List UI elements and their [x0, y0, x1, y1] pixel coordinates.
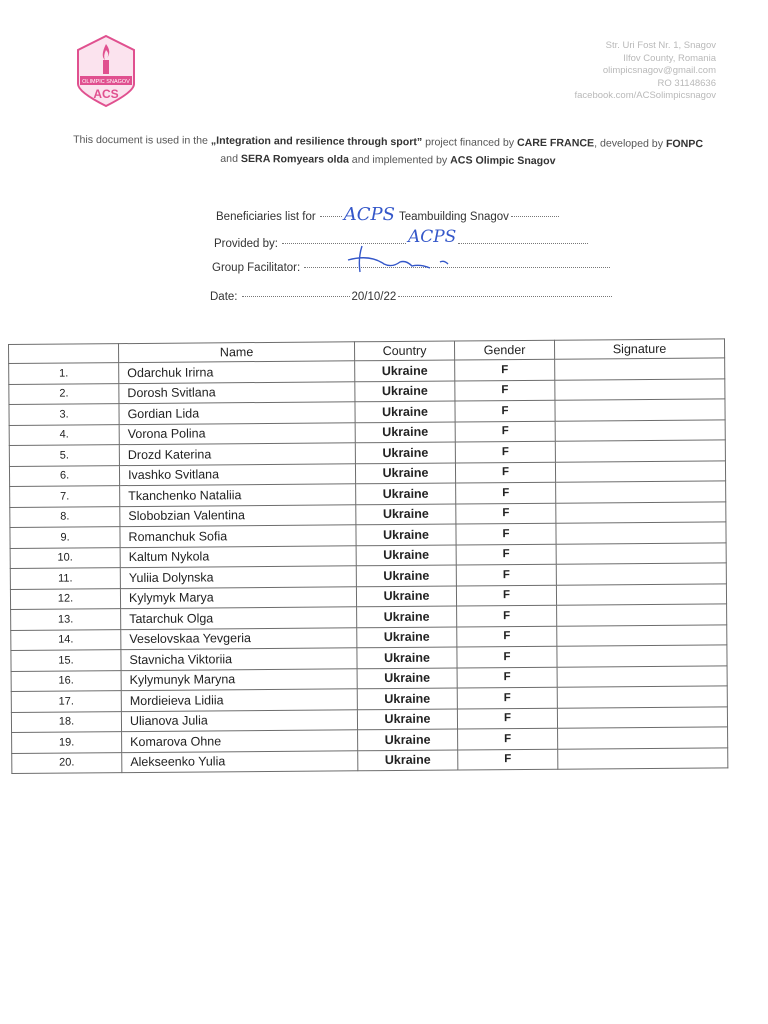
- row-gender: F: [458, 728, 558, 749]
- row-country: Ukraine: [355, 442, 455, 463]
- row-number: 9.: [10, 527, 120, 548]
- row-gender: F: [456, 523, 556, 544]
- row-signature: [556, 501, 726, 523]
- row-gender: F: [455, 359, 555, 380]
- row-country: Ukraine: [355, 462, 455, 483]
- intro-text: and implemented by: [348, 153, 451, 167]
- provided-by-label: Provided by:: [214, 238, 278, 250]
- row-gender: F: [455, 462, 555, 483]
- row-name: Romanchuk Sofia: [120, 525, 356, 547]
- row-signature: [556, 563, 726, 585]
- contact-line: Ilfov County, Romania: [623, 52, 716, 64]
- row-signature: [557, 706, 727, 728]
- row-name: Alekseenko Yulia: [122, 750, 358, 772]
- row-gender: F: [457, 708, 557, 729]
- project-name: „Integration and resilience through sport”: [210, 134, 423, 149]
- developer-name: FONPC: [665, 137, 704, 151]
- intro-text: project financed by: [422, 136, 518, 149]
- row-name: Komarova Ohne: [122, 730, 358, 752]
- row-signature: [556, 481, 726, 503]
- row-name: Tkanchenko Nataliia: [120, 484, 356, 506]
- row-gender: F: [457, 646, 557, 667]
- row-gender: F: [455, 400, 555, 421]
- logo-main-text: ACS: [93, 87, 119, 101]
- row-number: 6.: [9, 465, 119, 486]
- logo-top-text: OLIMPIC SNAGOV: [82, 79, 130, 85]
- acs-olimpic-snagov-logo: [74, 34, 138, 108]
- facilitator-signature: [340, 242, 460, 278]
- date-value: 20/10/22: [351, 291, 397, 303]
- contact-block: [516, 40, 716, 103]
- row-country: Ukraine: [356, 544, 456, 565]
- row-name: Dorosh Svitlana: [119, 381, 355, 403]
- torch-shield-icon: [74, 34, 138, 108]
- row-number: 18.: [11, 711, 121, 732]
- table-row: [12, 747, 728, 773]
- row-name: Gordian Lida: [119, 402, 355, 424]
- beneficiaries-field: [216, 204, 559, 225]
- row-gender: F: [457, 687, 557, 708]
- row-country: Ukraine: [357, 606, 457, 627]
- row-gender: F: [457, 667, 557, 688]
- row-gender: F: [458, 749, 558, 770]
- row-number: 14.: [11, 629, 121, 650]
- header-signature: Signature: [554, 339, 724, 359]
- row-gender: F: [456, 564, 556, 585]
- row-number: 16.: [11, 670, 121, 691]
- beneficiaries-table: [8, 338, 728, 774]
- row-signature: [557, 604, 727, 626]
- row-gender: F: [455, 441, 555, 462]
- row-signature: [555, 378, 725, 400]
- row-country: Ukraine: [355, 401, 455, 422]
- row-country: Ukraine: [356, 565, 456, 586]
- row-country: Ukraine: [357, 708, 457, 729]
- row-signature: [556, 542, 726, 564]
- row-gender: F: [456, 503, 556, 524]
- financer-name: CARE FRANCE: [516, 136, 595, 150]
- row-name: Mordieieva Lidiia: [121, 689, 357, 711]
- provided-by-handwritten: ACPS: [407, 227, 457, 247]
- row-signature: [556, 583, 726, 605]
- contact-line: facebook.com/ACSolimpicsnagov: [574, 90, 716, 101]
- row-number: 2.: [9, 383, 119, 404]
- row-country: Ukraine: [356, 483, 456, 504]
- contact-line: olimpicsnagov@gmail.com: [602, 65, 716, 76]
- row-number: 19.: [12, 732, 122, 753]
- header-name: Name: [119, 342, 355, 363]
- row-name: Ivashko Svitlana: [119, 463, 355, 485]
- row-number: 20.: [12, 752, 122, 773]
- row-name: Slobobzian Valentina: [120, 504, 356, 526]
- intro-text: , developed by: [594, 137, 667, 150]
- row-country: Ukraine: [357, 626, 457, 647]
- row-name: Odarchuk Irirna: [119, 361, 355, 383]
- date-field: [210, 291, 612, 303]
- row-number: 3.: [9, 404, 119, 425]
- row-name: Kaltum Nykola: [120, 545, 356, 567]
- row-signature: [557, 686, 727, 708]
- row-number: 10.: [10, 547, 120, 568]
- row-signature: [558, 747, 728, 769]
- row-country: Ukraine: [356, 585, 456, 606]
- header-number: [9, 344, 119, 364]
- row-country: Ukraine: [355, 421, 455, 442]
- row-name: Vorona Polina: [119, 422, 355, 444]
- row-signature: [555, 399, 725, 421]
- header-gender: Gender: [454, 340, 554, 360]
- row-country: Ukraine: [357, 667, 457, 688]
- row-country: Ukraine: [357, 688, 457, 709]
- row-number: 15.: [11, 650, 121, 671]
- row-gender: F: [455, 380, 555, 401]
- row-name: Drozd Katerina: [119, 443, 355, 465]
- row-name: Yuliia Dolynska: [120, 566, 356, 588]
- intro-text: and: [220, 152, 241, 165]
- beneficiaries-value: Teambuilding Snagov: [398, 211, 509, 223]
- row-name: Veselovskaa Yevgeria: [121, 627, 357, 649]
- beneficiaries-label: Beneficiaries list for: [216, 211, 316, 223]
- row-gender: F: [455, 421, 555, 442]
- row-name: Tatarchuk Olga: [121, 607, 357, 629]
- row-country: Ukraine: [358, 749, 458, 770]
- row-name: Ulianova Julia: [121, 709, 357, 731]
- row-gender: F: [456, 544, 556, 565]
- row-number: 7.: [10, 486, 120, 507]
- intro-paragraph: [70, 131, 706, 171]
- intro-text: This document is used in the: [73, 133, 211, 147]
- row-number: 11.: [10, 568, 120, 589]
- row-gender: F: [456, 585, 556, 606]
- row-signature: [555, 419, 725, 441]
- row-name: Kylymyk Marya: [120, 586, 356, 608]
- row-name: Kylymunyk Maryna: [121, 668, 357, 690]
- beneficiaries-handwritten: ACPS: [343, 204, 395, 225]
- row-country: Ukraine: [355, 360, 455, 381]
- row-country: Ukraine: [356, 503, 456, 524]
- row-signature: [557, 645, 727, 667]
- row-name: Stavnicha Viktoriia: [121, 648, 357, 670]
- row-number: 17.: [11, 691, 121, 712]
- implementer-name: ACS Olimpic Snagov: [450, 154, 556, 168]
- row-number: 1.: [9, 363, 119, 384]
- contact-line: Str. Uri Fost Nr. 1, Snagov: [605, 40, 716, 51]
- row-number: 13.: [11, 609, 121, 630]
- row-country: Ukraine: [358, 729, 458, 750]
- row-country: Ukraine: [357, 647, 457, 668]
- group-facilitator-label: Group Facilitator:: [212, 262, 301, 274]
- date-label: Date:: [210, 291, 238, 303]
- row-gender: F: [457, 605, 557, 626]
- row-signature: [555, 460, 725, 482]
- row-number: 4.: [9, 424, 119, 445]
- row-signature: [555, 358, 725, 380]
- row-number: 5.: [9, 445, 119, 466]
- row-signature: [558, 727, 728, 749]
- row-signature: [556, 522, 726, 544]
- row-signature: [555, 440, 725, 462]
- row-signature: [557, 624, 727, 646]
- beneficiaries-table-wrap: [8, 338, 727, 774]
- row-gender: F: [457, 626, 557, 647]
- contact-line: RO 31148636: [657, 77, 716, 89]
- row-signature: [557, 665, 727, 687]
- developer-name: SERA Romyears olda: [240, 152, 349, 166]
- header-country: Country: [354, 341, 454, 361]
- row-country: Ukraine: [356, 524, 456, 545]
- row-gender: F: [456, 482, 556, 503]
- row-country: Ukraine: [355, 380, 455, 401]
- row-number: 12.: [10, 588, 120, 609]
- row-number: 8.: [10, 506, 120, 527]
